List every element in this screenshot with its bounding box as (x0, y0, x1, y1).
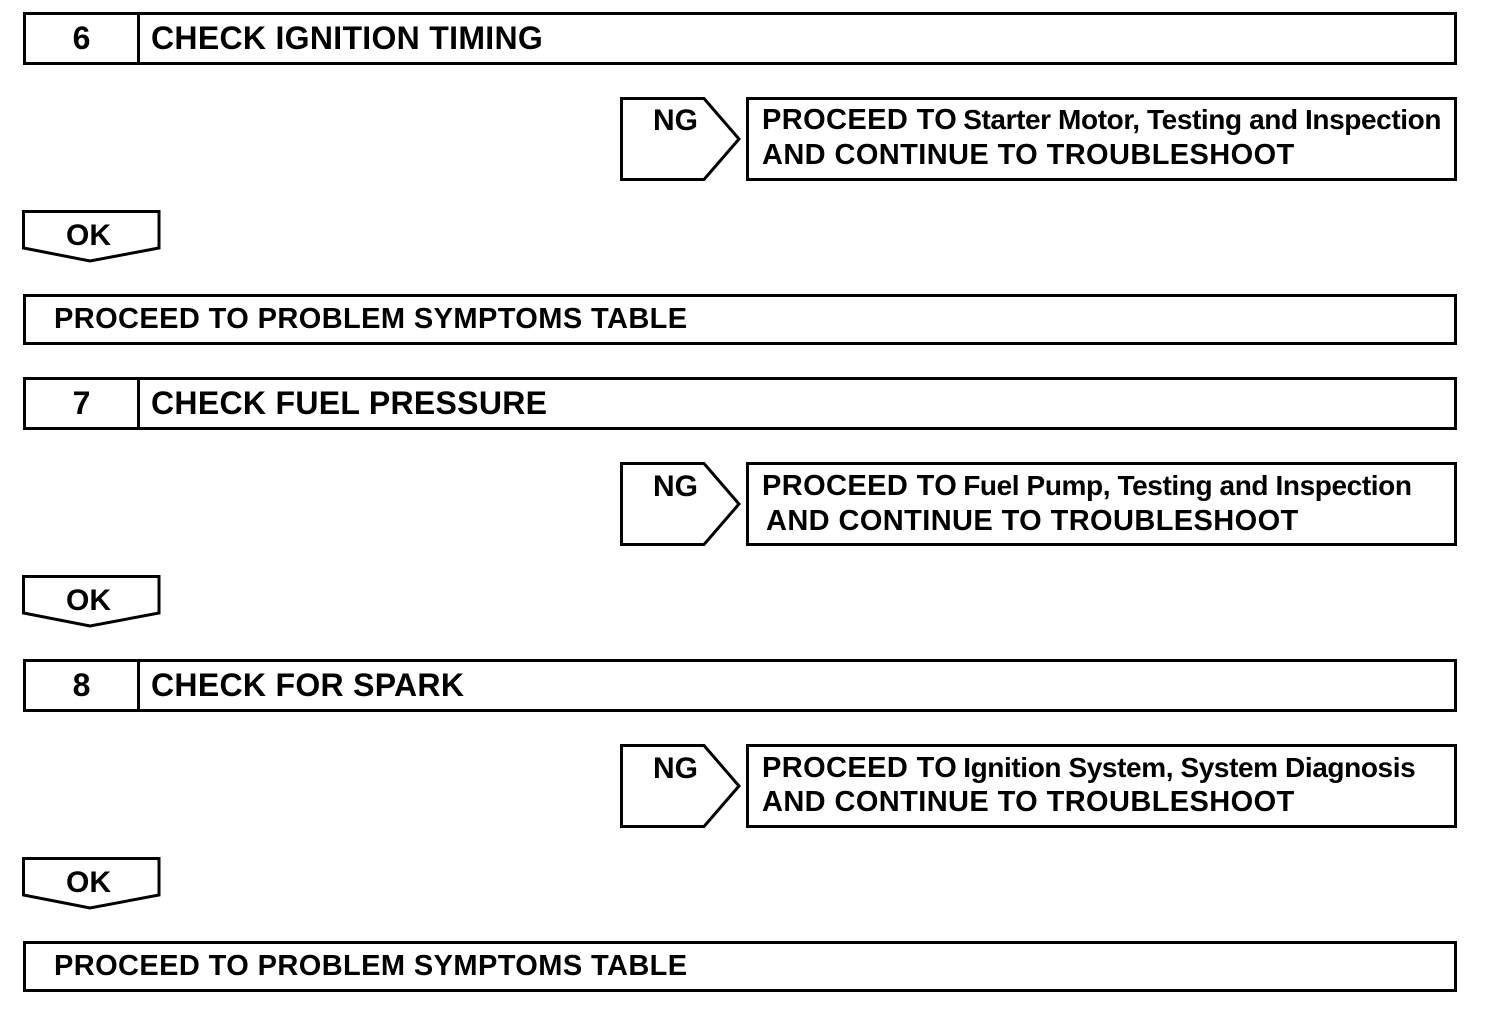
step-8-number: 8 (26, 662, 140, 709)
step-8-title: CHECK FOR SPARK (151, 667, 465, 703)
step-8-ng-label: NG (653, 752, 698, 785)
step-7-ng-line-1 (762, 470, 1412, 503)
step-7-ng-label: NG (653, 470, 698, 503)
step-6-ok-label: OK (66, 219, 111, 252)
step-7-number: 7 (26, 380, 140, 427)
step-6-number: 6 (26, 15, 140, 62)
step-8-proceed-bar: PROCEED TO PROBLEM SYMPTOMS TABLE (23, 941, 1457, 992)
step-6-ng-label: NG (653, 104, 698, 137)
step-8-ng-target: Ignition System, System Diagnosis (963, 752, 1416, 783)
step-6-proceed-bar: PROCEED TO PROBLEM SYMPTOMS TABLE (23, 294, 1457, 345)
step-8-ok-label: OK (66, 866, 111, 899)
step-6-ng-target: Starter Motor, Testing and Inspection (963, 104, 1442, 135)
step-6-ng-line-2: AND CONTINUE TO TROUBLESHOOT (762, 139, 1295, 171)
step-7-title: CHECK FUEL PRESSURE (151, 385, 548, 421)
step-7-header (23, 377, 1457, 430)
step-6-header (23, 12, 1457, 65)
step-7-ng-target: Fuel Pump, Testing and Inspection (963, 470, 1412, 501)
step-8-ng-line-1 (762, 752, 1415, 785)
step-8-ng-line-2: AND CONTINUE TO TROUBLESHOOT (762, 786, 1295, 818)
step-8-ng-prefix: PROCEED TO (762, 752, 958, 784)
step-6-ng-line-1 (762, 104, 1441, 137)
step-6-ng-prefix: PROCEED TO (762, 104, 958, 136)
step-7-ng-prefix: PROCEED TO (762, 470, 958, 502)
step-8-header (23, 659, 1457, 712)
step-6-title: CHECK IGNITION TIMING (151, 20, 544, 56)
step-7-ng-line-2: AND CONTINUE TO TROUBLESHOOT (766, 505, 1299, 537)
step-7-ok-label: OK (66, 584, 111, 617)
